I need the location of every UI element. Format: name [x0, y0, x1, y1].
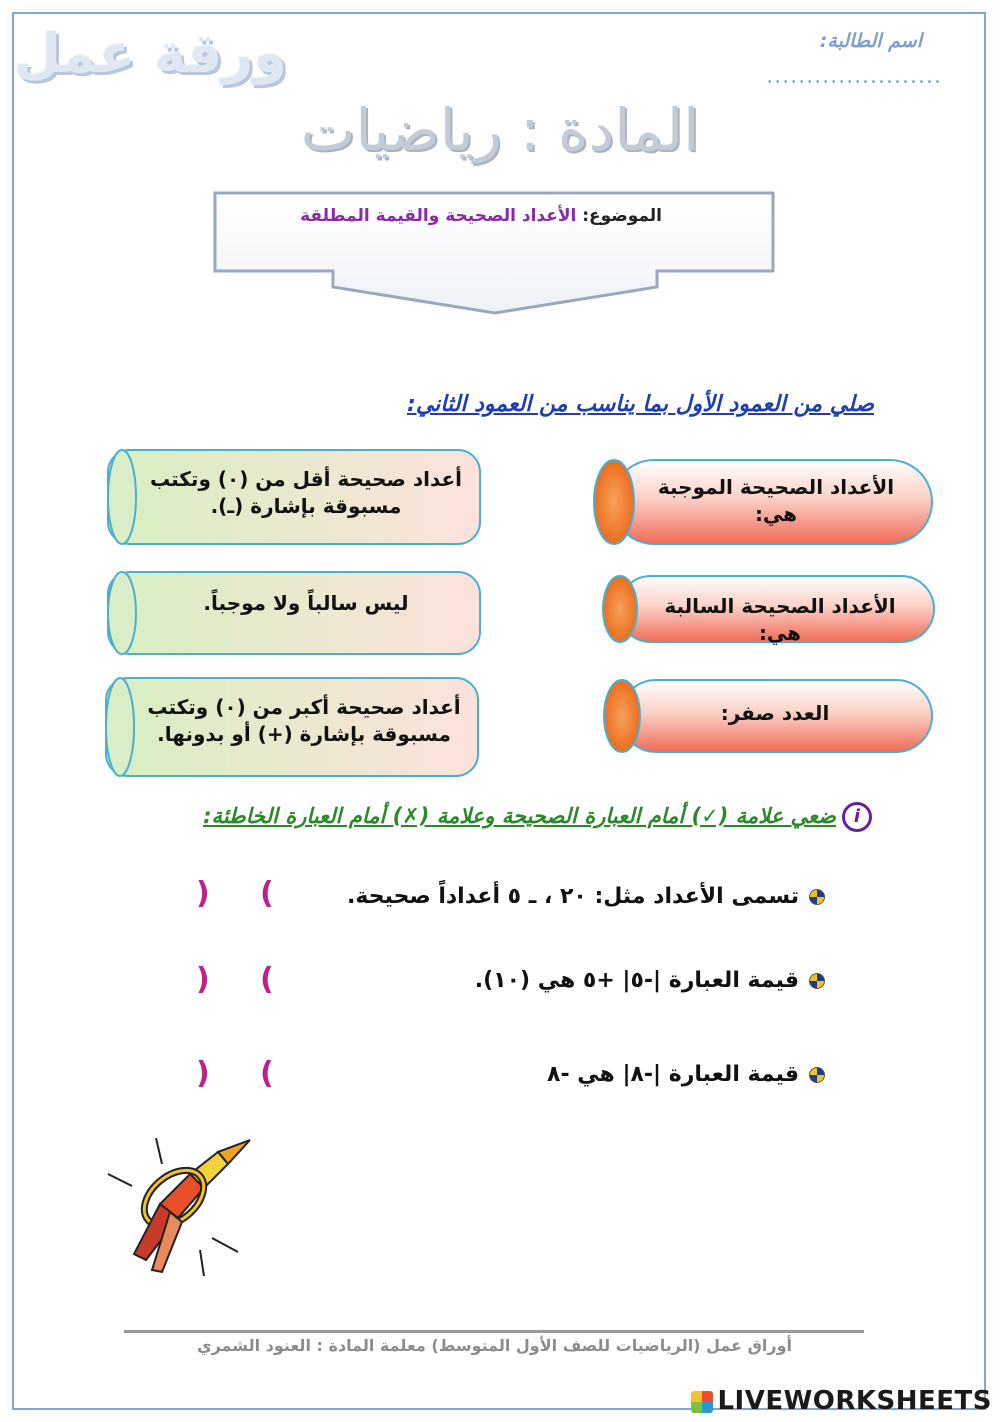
right-item-2	[136, 590, 476, 617]
answer-box-3-close: (	[260, 1056, 274, 1091]
topic-value: الأعداد الصحيحة والقيمة المطلقة	[300, 206, 577, 226]
student-name-label: اسم الطالبة:	[819, 30, 922, 52]
statement-1	[347, 884, 825, 909]
answer-box-2[interactable]	[196, 962, 286, 997]
matching-instruction: صلي من العمود الأول بما يناسب من العمود الثاني:	[407, 392, 874, 417]
true-false-instruction	[203, 802, 872, 832]
true-false-instruction-text: ضعي علامة (✓) أمام العبارة الصحيحة وعلامة (✗) أمام العبارة الخاطئة:	[203, 804, 836, 828]
left-item-1: الأعداد الصحيحة الموجبة هي:	[657, 475, 895, 526]
answer-box-3[interactable]	[196, 1056, 286, 1091]
student-name-field[interactable]: ......................	[766, 64, 942, 89]
right-item-2-line1: ليس سالباً ولا موجباً.	[203, 591, 409, 615]
answer-box-1-open: )	[196, 876, 210, 911]
bullet-icon	[809, 889, 825, 905]
rocket-pencil-icon	[100, 1134, 270, 1284]
statement-2	[475, 968, 825, 993]
left-item-2: الأعداد الصحيحة السالبة هي:	[664, 594, 896, 645]
footer-divider	[124, 1330, 864, 1333]
liveworksheets-brand-text: LIVEWORKSHEETS	[717, 1386, 992, 1416]
right-item-1	[136, 466, 476, 520]
liveworksheets-logo-icon	[691, 1391, 713, 1413]
subject-title: المادة : رياضيات	[300, 96, 700, 164]
bullet-icon	[809, 1067, 825, 1083]
worksheet-title: ورقة عمل	[14, 22, 287, 85]
right-item-1-line2: مسبوقة بإشارة (ـ).	[210, 494, 402, 518]
statement-1-text: تسمى الأعداد مثل: ٢٠ ، ـ ٥ أعداداً صحيحة.	[347, 884, 799, 909]
liveworksheets-brand[interactable]	[691, 1386, 992, 1416]
answer-box-2-open: )	[196, 962, 210, 997]
statement-2-text: قيمة العبارة |-٥| +٥ هي (١٠).	[474, 968, 799, 993]
answer-box-3-open: )	[196, 1056, 210, 1091]
right-item-3	[134, 694, 474, 748]
footer-text: أوراق عمل (الرياضيات للصف الأول المتوسط) معلمة المادة : العنود الشمري	[196, 1336, 792, 1355]
answer-box-1-close: (	[260, 876, 274, 911]
bullet-icon	[809, 973, 825, 989]
answer-box-1[interactable]	[196, 876, 286, 911]
right-item-3-line2: مسبوقة بإشارة (+) أو بدونها.	[157, 722, 451, 746]
right-item-1-line1: أعداد صحيحة أقل من (٠) وتكتب	[149, 467, 463, 491]
answer-box-2-close: (	[260, 962, 274, 997]
info-icon: i	[842, 802, 872, 832]
right-item-3-line1: أعداد صحيحة أكبر من (٠) وتكتب	[147, 695, 461, 719]
left-item-3: العدد صفر:	[720, 701, 830, 725]
topic	[300, 206, 662, 226]
topic-label: الموضوع:	[582, 206, 662, 226]
statement-3-text: قيمة العبارة |-٨| هي -٨	[547, 1062, 799, 1087]
statement-3	[547, 1062, 825, 1087]
